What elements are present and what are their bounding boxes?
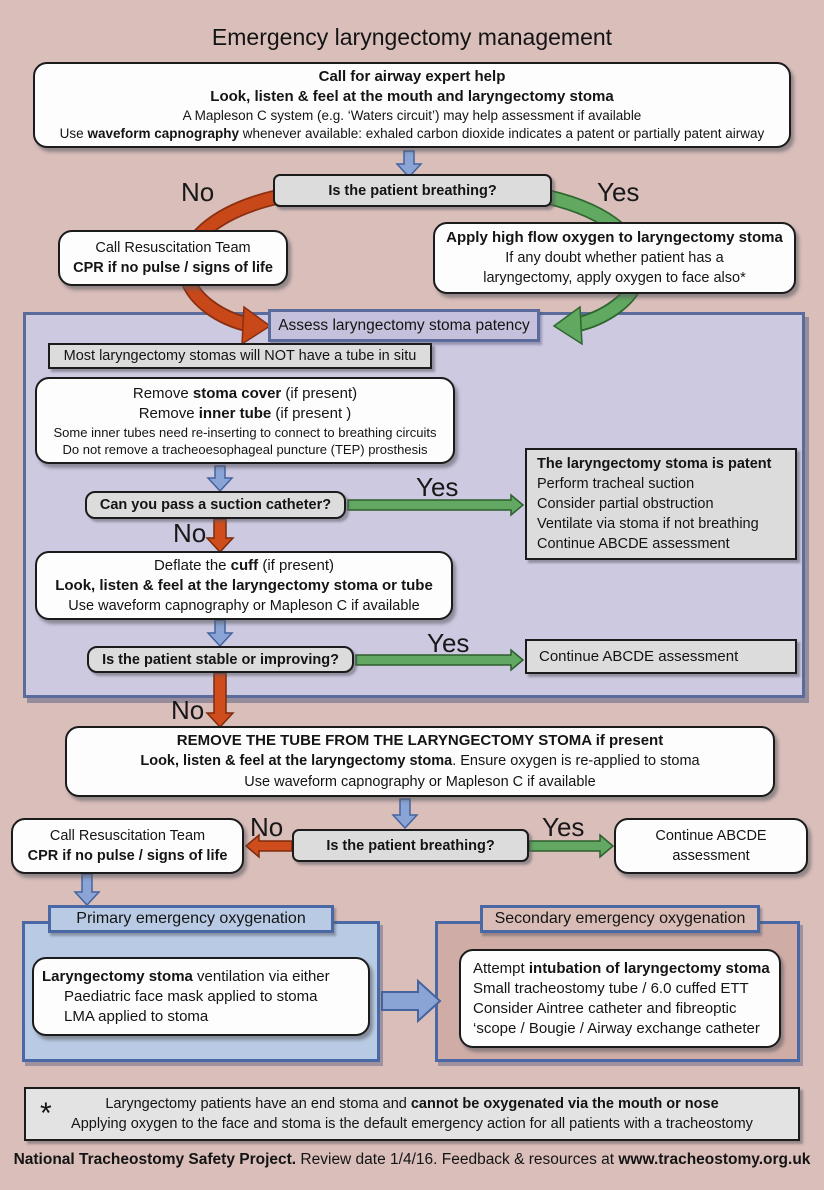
label-yes-2: Yes: [416, 472, 459, 502]
label-no-4: No: [250, 812, 284, 842]
label-no-2: No: [173, 518, 207, 548]
remove-tube-line1: REMOVE THE TUBE FROM THE LARYNGECTOMY STOMA if present: [176, 732, 664, 749]
header-assess-stoma: [268, 309, 540, 342]
decision-breathing-1-text: Is the patient breathing?: [328, 182, 497, 199]
secondary-line3: Consider Aintree catheter and fibreoptic: [473, 999, 737, 1017]
footer-credit: [0, 1151, 824, 1169]
stoma-patent-line5: Continue ABCDE assessment: [537, 536, 730, 552]
footnote-line2: Applying oxygen to the face and stoma is the default emergency action for all patients with a tracheostomy: [71, 1116, 753, 1132]
footer-review-text: Review date 1/4/16. Feedback & resources at: [296, 1151, 619, 1168]
continue-abcde-2-line2: assessment: [672, 848, 750, 864]
resus2-line2: CPR if no pulse / signs of life: [27, 848, 228, 864]
footer-website: www.tracheostomy.org.uk: [618, 1151, 811, 1168]
header-assess-stoma-text: Assess laryngectomy stoma patency: [278, 316, 530, 334]
decision-breathing-2: [292, 829, 529, 862]
decision-stable-text: Is the patient stable or improving?: [102, 651, 339, 668]
primary-line2: Paediatric face mask applied to stoma: [64, 987, 318, 1005]
apply-oxygen-line3: laryngectomy, apply oxygen to face also*: [483, 270, 746, 286]
airway-help-line1: Call for airway expert help: [318, 68, 506, 85]
deflate-cuff-line3: Use waveform capnography or Mapleson C if available: [68, 597, 420, 614]
box-continue-abcde-1: [525, 639, 797, 674]
airway-help-line2: Look, listen & feel at the mouth and laryngectomy stoma: [210, 88, 614, 105]
tab-secondary-text: Secondary emergency oxygenation: [494, 910, 746, 927]
remove-tube-line3: Use waveform capnography or Mapleson C if available: [244, 774, 596, 790]
arrow-curve-yes-head: [554, 307, 582, 344]
airway-help-line4: Use waveform capnography whenever available: exhaled carbon dioxide indicates a patent or partially patent airway: [59, 126, 765, 141]
deflate-cuff-line2: Look, listen & feel at the laryngectomy stoma or tube: [55, 576, 433, 594]
primary-line1: Laryngectomy stoma ventilation via either: [42, 967, 330, 985]
resus2-line1: Call Resuscitation Team: [49, 828, 206, 844]
remove-covers-line3: Some inner tubes need re-inserting to connect to breathing circuits: [53, 424, 437, 440]
box-call-resus-team-1: [58, 230, 288, 286]
arrow-right-blue-big: [382, 981, 440, 1021]
tab-primary-oxygenation: [48, 905, 334, 933]
primary-line3: LMA applied to stoma: [64, 1007, 209, 1025]
remove-covers-line4: Do not remove a tracheoesophageal puncture (TEP) prosthesis: [62, 441, 428, 457]
apply-oxygen-line1: Apply high flow oxygen to laryngectomy stoma: [446, 229, 783, 246]
note-no-tube-text: Most laryngectomy stomas will NOT have a tube in situ: [63, 348, 417, 364]
arrow-down-blue-2: [208, 466, 232, 491]
box-deflate-cuff: [35, 551, 453, 620]
arrow-down-blue-5: [75, 874, 99, 905]
decision-breathing-1: [273, 174, 552, 207]
box-call-resus-team-2: [11, 818, 244, 874]
resus1-line2: CPR if no pulse / signs of life: [73, 260, 273, 276]
page-title: Emergency laryngectomy management: [211, 24, 613, 50]
decision-breathing-2-text: Is the patient breathing?: [326, 837, 495, 854]
box-remove-covers: [35, 377, 455, 464]
stoma-patent-line1: The laryngectomy stoma is patent: [537, 456, 772, 472]
footnote-asterisk: *: [40, 1097, 52, 1130]
resus1-line1: Call Resuscitation Team: [95, 240, 251, 256]
footer-project-name: National Tracheostomy Safety Project.: [13, 1151, 297, 1168]
footnote-line1: Laryngectomy patients have an end stoma and cannot be oxygenated via the mouth or nose: [105, 1096, 719, 1112]
decision-suction-catheter: [85, 491, 346, 519]
label-yes-1: Yes: [597, 177, 640, 207]
secondary-line4: ‘scope / Bougie / Airway exchange catheter: [473, 1019, 760, 1037]
box-call-airway-help: [33, 62, 791, 148]
decision-suction-text: Can you pass a suction catheter?: [99, 497, 332, 513]
arrow-down-red-2: [207, 673, 233, 727]
label-yes-4: Yes: [542, 812, 585, 842]
remove-covers-line2: Remove inner tube (if present ): [138, 404, 352, 422]
box-secondary-intubation: [459, 949, 781, 1048]
label-yes-3: Yes: [427, 628, 470, 658]
label-no-1: No: [181, 177, 215, 207]
continue-abcde-2-line1: Continue ABCDE: [655, 828, 767, 844]
box-stoma-patent: [525, 448, 797, 560]
stoma-patent-line3: Consider partial obstruction: [537, 496, 714, 512]
arrow-curve-no-head: [242, 307, 270, 344]
box-apply-oxygen: [433, 222, 796, 294]
stoma-patent-line4: Ventilate via stoma if not breathing: [537, 516, 759, 532]
box-primary-ventilation: [32, 957, 370, 1036]
stoma-patent-line2: Perform tracheal suction: [537, 476, 695, 492]
remove-tube-line2: Look, listen & feel at the laryngectomy stoma. Ensure oxygen is re-applied to stoma: [140, 753, 700, 769]
footnote-box: [24, 1087, 800, 1141]
arrow-down-blue-3: [208, 620, 232, 646]
box-continue-abcde-2: [614, 818, 808, 874]
deflate-cuff-line1: Deflate the cuff (if present): [153, 556, 335, 574]
secondary-line2: Small tracheostomy tube / 6.0 cuffed ETT: [473, 979, 749, 997]
secondary-line1: Attempt intubation of laryngectomy stoma: [473, 959, 770, 977]
arrow-down-red-1: [207, 519, 233, 552]
tab-primary-text: Primary emergency oxygenation: [76, 910, 306, 927]
remove-covers-line1: Remove stoma cover (if present): [132, 384, 358, 402]
note-no-tube: [48, 343, 432, 369]
airway-help-line3: A Mapleson C system (e.g. ‘Waters circuit’) may help assessment if available: [182, 108, 642, 123]
apply-oxygen-line2: If any doubt whether patient has a: [505, 250, 724, 266]
decision-stable: [87, 646, 354, 673]
tab-secondary-oxygenation: [480, 905, 760, 933]
label-no-3: No: [171, 695, 205, 725]
box-remove-tube: [65, 726, 775, 797]
arrow-down-blue-4: [393, 799, 417, 828]
continue-abcde-1-text: Continue ABCDE assessment: [539, 648, 739, 665]
